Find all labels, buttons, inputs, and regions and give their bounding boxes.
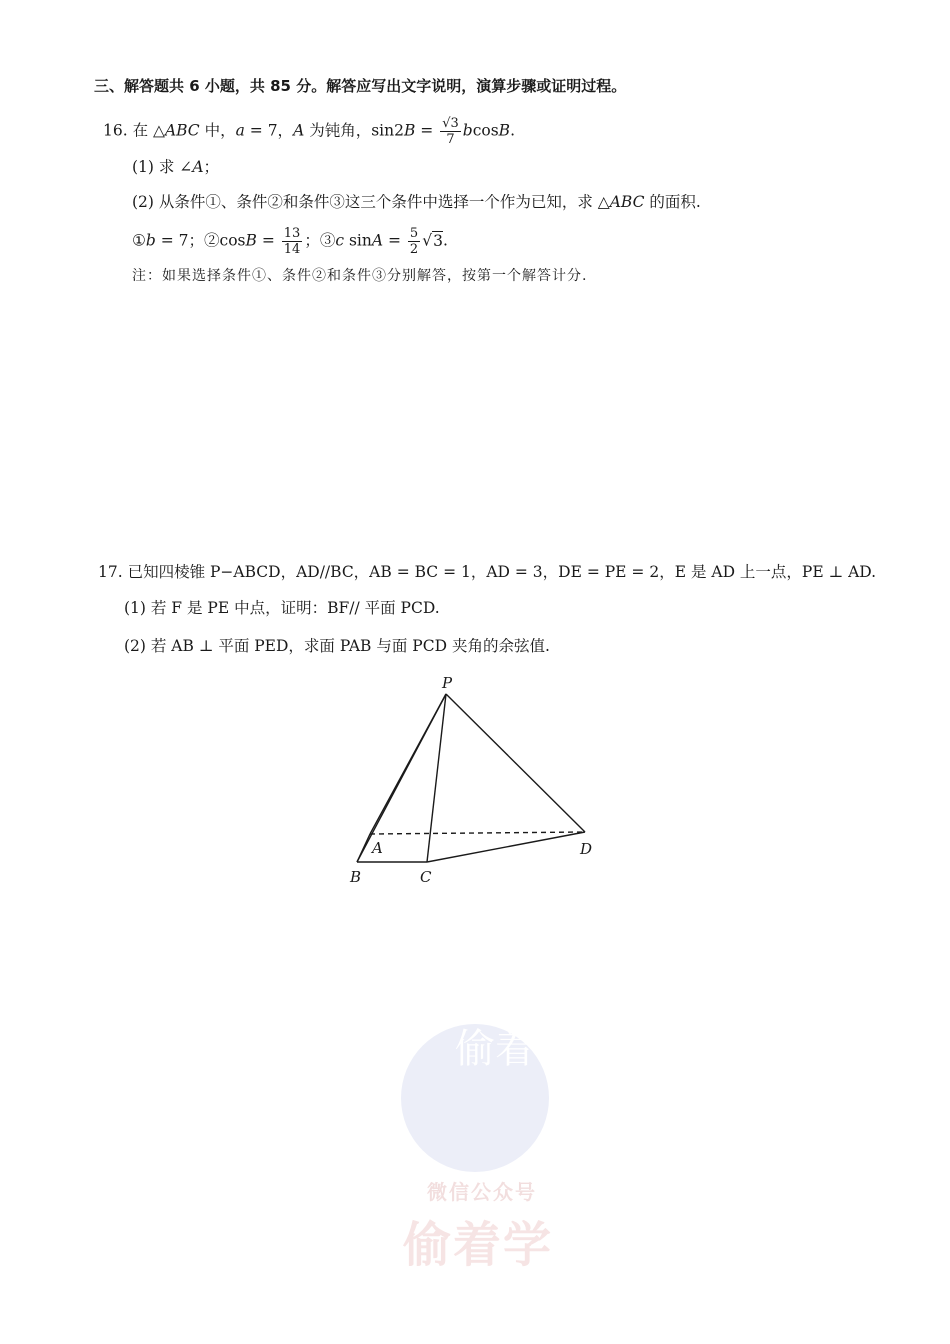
q16-var: B [498, 121, 511, 140]
watermark-brand: 偷着学 [403, 1217, 554, 1273]
edge-AD-hidden [370, 832, 585, 834]
q16-stem [103, 116, 515, 147]
frac-num: 5 [409, 226, 419, 241]
q16-fraction [440, 116, 461, 147]
q16-var: B [245, 231, 257, 250]
q16-var: A [192, 158, 204, 176]
q16-text: sin [344, 231, 372, 250]
q16-text: = 7；②cos [155, 231, 246, 250]
label-P: P [442, 674, 453, 692]
q16-var: A [293, 121, 305, 140]
q16-text: (1) 求 ∠ [132, 158, 193, 176]
q16-text: ； [203, 158, 220, 176]
q16-var: c [335, 231, 345, 250]
pyramid-figure [330, 668, 620, 890]
q16-fraction [282, 226, 303, 257]
label-B: B [350, 868, 362, 886]
q16-text: 中， [199, 121, 236, 140]
frac-den: 14 [283, 242, 301, 257]
q16-text: . [510, 121, 515, 140]
q17-stem: 17. 已知四棱锥 P−ABCD，AD//BC，AB = BC = 1，AD = 3，DE = PE = 2，E 是 AD 上一点，PE ⊥ AD. [98, 563, 877, 581]
watermark-caption: 微信公众号 [427, 1180, 537, 1204]
q16-text: = [383, 231, 401, 250]
frac-den: 7 [446, 132, 455, 147]
label-C: C [420, 868, 432, 886]
q16-text: . [442, 231, 448, 250]
q16-var: A [371, 231, 384, 250]
q17-part1: (1) 若 F 是 PE 中点，证明：BF// 平面 PCD. [124, 599, 440, 617]
label-A: A [372, 839, 383, 857]
q16-var: ABC [609, 193, 645, 211]
q16-var: B [403, 121, 416, 140]
q16-text: 为钝角，sin2 [304, 121, 404, 140]
section-heading: 三、解答题共 6 小题，共 85 分。解答应写出文字说明，演算步骤或证明过程。 [94, 77, 627, 95]
q16-text: cos [472, 121, 499, 140]
q16-var: a [235, 121, 245, 140]
q17-part2: (2) 若 AB ⊥ 平面 PED，求面 PAB 与面 PCD 夹角的余弦值. [124, 637, 550, 655]
q16-text: 16. 在 △ [103, 121, 165, 140]
q16-text: = [256, 231, 275, 250]
pyramid-edges [357, 694, 585, 862]
label-D: D [580, 840, 593, 858]
q16-fraction [408, 226, 420, 257]
edge-PD [446, 694, 585, 832]
q16-text: ；③ [304, 231, 336, 250]
q16-text: ① [132, 231, 146, 250]
q16-var: ABC [164, 121, 200, 140]
edge-PC [427, 694, 446, 862]
q16-text: (2) 从条件①、条件②和条件③这三个条件中选择一个作为已知，求 △ [132, 193, 610, 211]
edge-PA [370, 694, 446, 834]
q16-part1 [132, 156, 219, 178]
frac-num: 13 [283, 226, 301, 241]
q16-note: 注：如果选择条件①、条件②和条件③分别解答，按第一个解答计分. [132, 268, 588, 284]
q16-sqrt: 3 [433, 231, 443, 250]
q16-text: 的面积. [644, 193, 701, 211]
q16-var: b [462, 121, 473, 140]
q16-conditions: ①b = 7；②cosB = $\frac{13}{14}$ ；③c sinA = $\frac{5}{2}$ √3. [132, 226, 448, 257]
q16-text: = 7， [244, 121, 294, 140]
watermark-logo-text: 偷着学 [455, 1026, 575, 1072]
frac-num: √3 [442, 116, 459, 131]
edge-CD [427, 832, 585, 862]
frac-den: 2 [409, 242, 419, 257]
q16-text: = [415, 121, 434, 140]
q16-var: b [145, 231, 156, 250]
q16-part2 [132, 191, 701, 213]
edge-BA [357, 834, 370, 862]
watermark-logo-icon [395, 1010, 575, 1180]
watermark [395, 1010, 575, 1273]
